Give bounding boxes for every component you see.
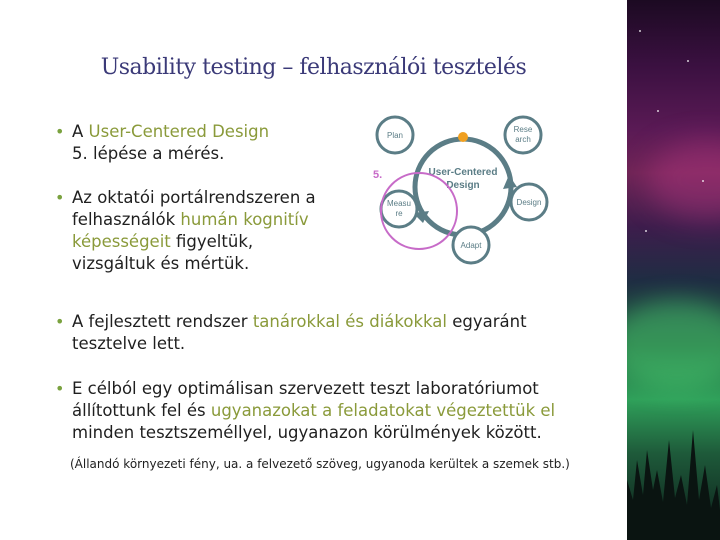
bullet-dot-icon: • (55, 379, 65, 398)
progress-dot-icon (458, 132, 468, 142)
bullet-4-line-1: E célból egy optimálisan szervezett teszt laboratóriumot (72, 379, 539, 398)
slide-title: Usability testing – felhasználói tesztelés (100, 55, 527, 80)
bullet-1 (55, 121, 270, 165)
forest-silhouette-icon (627, 390, 720, 540)
bullet-dot-icon: • (55, 188, 65, 207)
node-measure-label-2: re (395, 209, 403, 218)
bullet-2-line-1: Az oktatói portálrendszeren a (72, 188, 316, 207)
footnote: (Állandó környezeti fény, ua. a felvezető szöveg, ugyanoda kerültek a szemek stb.) (70, 457, 570, 471)
highlight-text: képességeit (72, 232, 171, 251)
node-design-label: Design (516, 198, 542, 207)
bullet-1-line-2: 5. lépése a mérés. (72, 144, 225, 163)
bullet-3-line-2: tesztelve lett. (72, 334, 186, 353)
step-number-label: 5. (373, 169, 383, 181)
bullet-4-line-2: állítottunk fel és ugyanazokat a feladatokat végeztettük el (72, 401, 556, 420)
bullet-2-line-4: vizsgáltuk és mértük. (72, 254, 250, 273)
highlight-text: humán kognitív (180, 210, 309, 229)
bullet-dot-icon: • (55, 312, 65, 331)
node-research-label-2: arch (515, 135, 531, 144)
bullet-2-line-3: képességeit figyeltük, (72, 232, 254, 251)
node-measure-label-1: Measu (386, 199, 412, 208)
bullet-2 (55, 187, 316, 275)
bullet-4 (55, 378, 556, 444)
highlight-text: ugyanazokat a feladatokat végeztettük el (210, 401, 556, 420)
bullet-dot-icon: • (55, 122, 65, 141)
highlight-text: User-Centered Design (88, 122, 270, 141)
node-research-label-1: Rese (513, 125, 533, 134)
ucd-cycle-diagram (365, 115, 555, 275)
diagram-center-line-2: Design (446, 180, 480, 191)
node-adapt-label: Adapt (460, 241, 482, 250)
bullet-3-line-1: A fejlesztett rendszer tanárokkal és diákokkal egyaránt (72, 312, 527, 331)
highlight-text: tanárokkal és diákokkal (252, 312, 447, 331)
bullet-2-line-2: felhasználók humán kognitív (72, 210, 309, 229)
aurora-background-image (627, 0, 720, 540)
bullet-4-line-3: minden tesztszeméllyel, ugyanazon körülmények között. (72, 423, 542, 442)
node-plan-label: Plan (386, 131, 404, 140)
bullet-3 (55, 311, 527, 355)
diagram-center-line-1: User-Centered (428, 167, 498, 178)
bullet-1-line-1: A User-Centered Design (72, 122, 270, 141)
cycle-arrow-icon (503, 175, 517, 189)
